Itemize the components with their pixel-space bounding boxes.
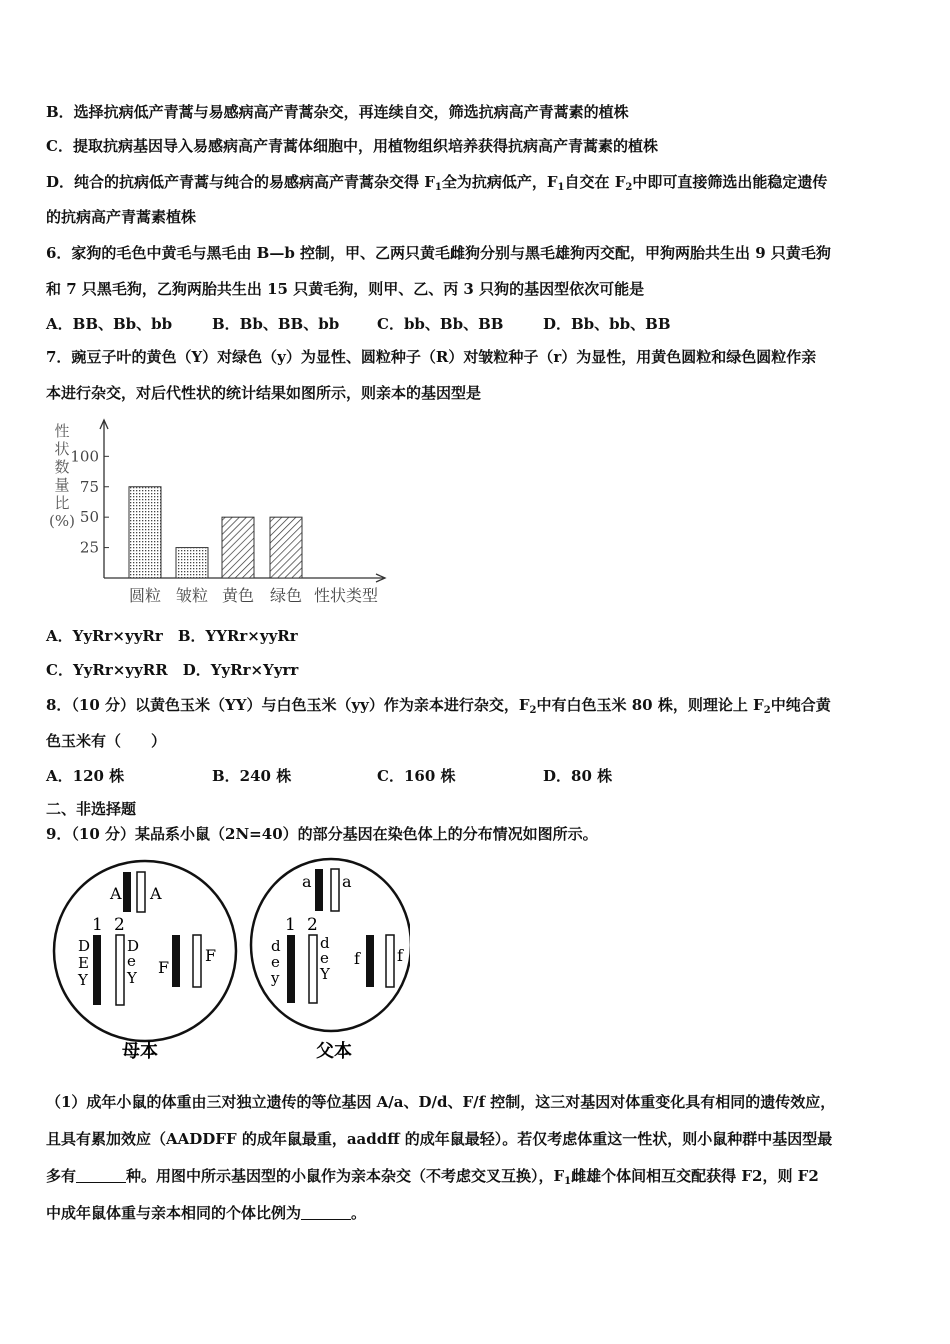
q8-stem-line1: 8．（10 分）以黄色玉米（YY）与白色玉米（yy）作为亲本进行杂交，$F_2$中有白色玉米 80 株，则理论上 $F_2$中纯合黄 <box>46 696 831 716</box>
father-gene-a-left: a <box>302 872 312 891</box>
father-label: 父本 <box>316 1041 352 1062</box>
q6-stem-line1: 6．家狗的毛色中黄毛与黑毛由 B—b 控制，甲、乙两只黄毛雌狗分别与黑毛雄狗丙交配，甲狗两胎共生出 9 只黄毛狗 <box>46 244 831 262</box>
q7-options-line1 <box>46 626 298 646</box>
y-axis-label-char: 比 <box>54 494 70 512</box>
x-axis-label: 性状类型 <box>314 586 379 605</box>
x-category-label: 黄色 <box>221 586 255 605</box>
answer-blank-1[interactable] <box>76 1168 126 1183</box>
mother-gene-a-right: A <box>150 884 162 903</box>
q9-p1-line2: 且具有累加效应（AADDFF 的成年鼠最重，aaddff 的成年鼠最轻）。若仅考虑体重这一性状，则小鼠种群中基因型最 <box>46 1130 833 1148</box>
y-tick-label: 25 <box>79 538 99 557</box>
mother-chr2-gene-3: Y <box>127 969 137 987</box>
bar-3 <box>222 517 254 578</box>
mother-chr-number-1: 1 <box>92 915 103 935</box>
bar-1 <box>129 487 161 578</box>
mother-chr1-gene-1: D <box>78 937 91 955</box>
father-chr2-gene-1: d <box>320 934 330 952</box>
y-axis-label-char: 性 <box>54 422 70 440</box>
q9-p1-line1: （1）成年小鼠的体重由三对独立遗传的等位基因 A/a、D/d、F/f 控制，这三对基因对体重变化具有相同的遗传效应， <box>46 1093 836 1111</box>
mother-chr-number-2: 2 <box>114 915 125 935</box>
q5-option-d-cont: 的抗病高产青蒿素植株 <box>46 208 197 226</box>
y-axis-label-char: 状 <box>54 440 70 458</box>
q7-options-line2 <box>46 660 298 680</box>
mother-chr1-gene-2: E <box>78 954 89 972</box>
q5-option-d: D．纯合的抗病低产青蒿与纯合的易感病高产青蒿杂交得 $F_1$全为抗病低产，$F_1$自交在 $F_2$中即可直接筛选出能稳定遗传 <box>46 173 828 193</box>
x-category-label: 皱粒 <box>175 586 209 605</box>
x-category-label: 圆粒 <box>128 586 162 605</box>
bar-4 <box>270 517 302 578</box>
y-axis-label-char: (%) <box>49 512 75 530</box>
q7-option-c: C．YyRr×yyRR <box>46 661 168 679</box>
bar-2 <box>176 548 208 578</box>
q7-stem-line2: 本进行杂交，对后代性状的统计结果如图所示，则亲本的基因型是 <box>46 384 482 402</box>
father-chr1-gene-3: y <box>271 969 280 987</box>
father-chr2-gene-3: Y <box>320 965 330 983</box>
q6-stem-line2: 和 7 只黑毛狗，乙狗两胎共生出 15 只黄毛狗，则甲、乙、丙 3 只狗的基因型依次可能是 <box>46 280 645 298</box>
y-tick-label: 100 <box>70 447 99 466</box>
mother-chr2-gene-1: D <box>127 937 140 955</box>
q8-stem-line2: 色玉米有（ ） <box>46 732 167 750</box>
q8-option-b: B．240 株 <box>212 767 292 785</box>
q8-option-c: C．160 株 <box>377 767 456 785</box>
chromosome-diagram <box>50 855 410 1065</box>
q5-option-c: C．提取抗病基因导入易感病高产青蒿体细胞中，用植物组织培养获得抗病高产青蒿素的植株 <box>46 137 658 155</box>
mother-chr2-gene-2: e <box>127 952 136 970</box>
father-gene-a-right: a <box>342 872 352 891</box>
q5-option-b: B．选择抗病低产青蒿与易感病高产青蒿杂交，再连续自交，筛选抗病高产青蒿素的植株 <box>46 103 629 121</box>
father-chr-number-2: 2 <box>307 915 318 935</box>
y-axis-label-char: 量 <box>54 476 70 494</box>
mother-gene-a-left: A <box>110 884 122 903</box>
section-title: 二、非选择题 <box>46 800 137 818</box>
q7-option-b: B．YYRr×yyRr <box>177 627 298 645</box>
answer-blank-2[interactable] <box>301 1205 351 1220</box>
mother-label: 母本 <box>122 1041 158 1062</box>
q9-stem: 9．（10 分）某品系小鼠（2N=40）的部分基因在染色体上的分布情况如图所示。 <box>46 825 598 843</box>
father-gene-f-left: f <box>354 949 360 968</box>
father-chr1-gene-2: e <box>271 953 280 971</box>
father-gene-f-right: f <box>397 946 403 965</box>
q6-option-b: B．Bb、BB、bb <box>212 315 340 333</box>
q7-option-d: D．YyRr×Yyrr <box>182 661 299 679</box>
q6-option-a: A．BB、Bb、bb <box>46 315 173 333</box>
q6-option-c: C．bb、Bb、BB <box>377 315 504 333</box>
y-tick-label: 50 <box>79 508 99 527</box>
q8-option-d: D．80 株 <box>543 767 613 785</box>
q9-p1-line3: 多有 种。用图中所示基因型的小鼠作为亲本杂交（不考虑交叉互换），$F_1$雌雄个体间相互交配获得 F2，则 F2 <box>46 1167 819 1187</box>
mother-gene-f-right: F <box>205 946 217 965</box>
q7-stem-line1: 7．豌豆子叶的黄色（Y）对绿色（y）为显性、圆粒种子（R）对皱粒种子（r）为显性，用黄色圆粒和绿色圆粒作亲 <box>46 348 817 366</box>
q9-p1-line4: 中成年鼠体重与亲本相同的个体比例为 。 <box>46 1204 367 1222</box>
q7-option-a: A．YyRr×yyRr <box>46 627 163 645</box>
father-chr-number-1: 1 <box>285 915 296 935</box>
mother-gene-f-left: F <box>158 958 170 977</box>
father-chr1-gene-1: d <box>271 937 281 955</box>
q8-option-a: A．120 株 <box>46 767 125 785</box>
father-chr2-gene-2: e <box>320 949 329 967</box>
trait-bar-chart <box>40 412 400 612</box>
y-tick-label: 75 <box>79 477 99 496</box>
mother-chr1-gene-3: Y <box>78 971 88 989</box>
y-axis-label-char: 数 <box>54 458 70 476</box>
q6-option-d: D．Bb、bb、BB <box>543 315 671 333</box>
x-category-label: 绿色 <box>269 586 303 605</box>
